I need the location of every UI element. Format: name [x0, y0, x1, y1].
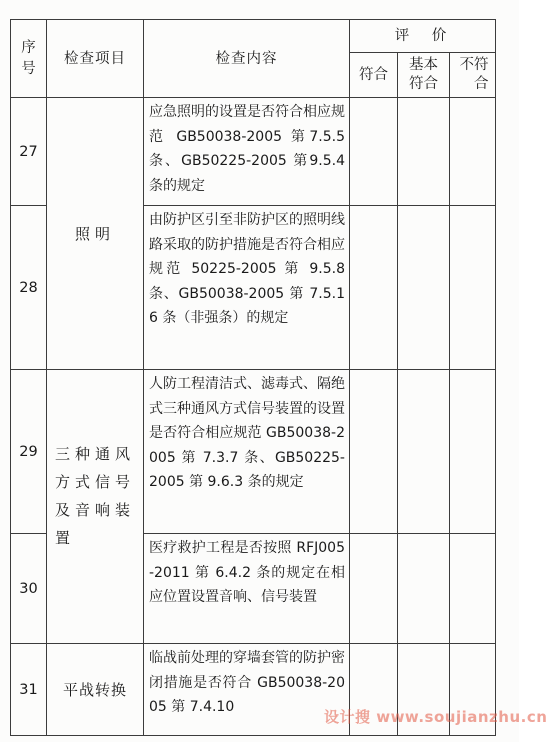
row-item-signal-label: 三种通风方式信号及音响装置	[55, 445, 136, 547]
row-seq: 28	[11, 206, 47, 370]
header-content: 检查内容	[144, 20, 350, 98]
row-item-signal	[47, 370, 144, 644]
eval-nonconform-cell[interactable]	[450, 206, 496, 370]
site-watermark: 设计搜 www.soujianzhu.cn	[324, 708, 547, 726]
row-item-conversion: 平战转换	[47, 644, 144, 736]
row-seq: 31	[11, 644, 47, 736]
header-eval-basic	[398, 53, 450, 98]
header-eval-basic-label: 基本符合	[409, 57, 438, 92]
eval-nonconform-cell[interactable]	[450, 370, 496, 534]
header-row-top	[11, 20, 496, 53]
row-content: 由防护区引至非防护区的照明线路采取的防护措施是否符合相应规范 50225-2005 第 9.5.8 条、GB50038-2005 第 7.5.16 条（非强条）的规定	[144, 206, 350, 370]
row-content: 医疗救护工程是否按照 RFJ005-2011 第 6.4.2 条的规定在相应位置设置音响、信号装置	[144, 534, 350, 644]
table-row	[11, 370, 496, 534]
header-item: 检查项目	[47, 20, 144, 98]
row-item-lighting: 照明	[47, 98, 144, 370]
header-eval-nonconform-label: 不符合	[459, 57, 489, 92]
row-seq: 30	[11, 534, 47, 644]
row-seq: 27	[11, 98, 47, 206]
eval-nonconform-cell[interactable]	[450, 534, 496, 644]
row-seq: 29	[11, 370, 47, 534]
header-eval: 评 价	[350, 20, 496, 53]
eval-conform-cell[interactable]	[350, 98, 398, 206]
eval-basic-cell[interactable]	[398, 98, 450, 206]
eval-basic-cell[interactable]	[398, 534, 450, 644]
eval-nonconform-cell[interactable]	[450, 98, 496, 206]
eval-conform-cell[interactable]	[350, 370, 398, 534]
row-content: 人防工程清洁式、滤毒式、隔绝式三种通风方式信号装置的设置是否符合相应规范 GB50038-2005 第 7.3.7 条、GB50225-2005 第 9.6.3 条的规定	[144, 370, 350, 534]
header-seq-label: 序号	[21, 39, 36, 77]
header-eval-nonconform	[450, 53, 496, 98]
row-content: 应急照明的设置是否符合相应规范 GB50038-2005 第7.5.5 条、GB50225-2005 第9.5.4 条的规定	[144, 98, 350, 206]
header-seq	[11, 20, 47, 98]
eval-basic-cell[interactable]	[398, 370, 450, 534]
inspection-table	[10, 19, 496, 736]
header-eval-conform: 符合	[350, 53, 398, 98]
eval-conform-cell[interactable]	[350, 206, 398, 370]
row-content: 临战前处理的穿墙套管的防护密闭措施是否符合 GB50038-2005 第 7.4.10	[144, 644, 350, 736]
table-row	[11, 98, 496, 206]
eval-basic-cell[interactable]	[398, 206, 450, 370]
eval-conform-cell[interactable]	[350, 534, 398, 644]
